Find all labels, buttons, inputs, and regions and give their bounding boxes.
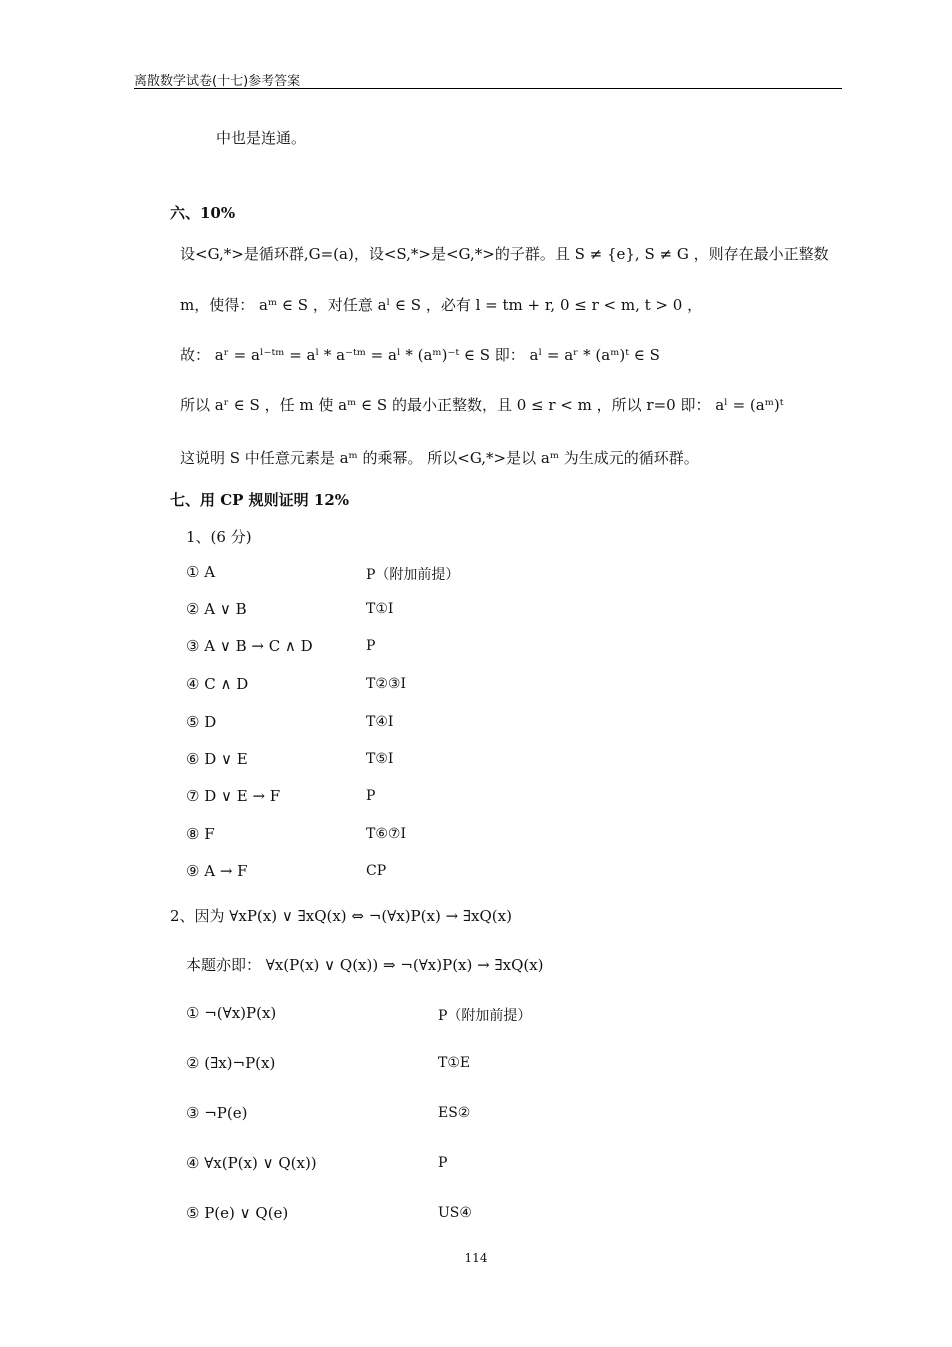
part2-step-3-formula: ③ ¬P(e)	[186, 1104, 248, 1122]
section6-line-4: 所以 aʳ ∈ S ，任 m 使 aᵐ ∈ S 的最小正整数，且 0 ≤ r < m ，所以 r=0 即： aˡ = (aᵐ)ᵗ	[180, 396, 784, 414]
part1-step-4-just: T②③I	[366, 676, 406, 692]
part2-step-2-formula: ② (∃x)¬P(x)	[186, 1054, 276, 1072]
part2-step-1-formula: ① ¬(∀x)P(x)	[186, 1004, 277, 1022]
part1-step-8-formula: ⑧ F	[186, 825, 215, 843]
part1-label: 1、(6 分)	[186, 528, 252, 546]
part1-step-1-formula: ① A	[186, 563, 216, 581]
section6-heading: 六、10%	[170, 204, 236, 222]
page-header-title: 离散数学试卷(十七)参考答案	[134, 74, 301, 89]
part1-step-1-just: P（附加前提）	[366, 567, 460, 583]
part2-step-4-formula: ④ ∀x(P(x) ∨ Q(x))	[186, 1154, 317, 1172]
part2-step-1-just: P（附加前提）	[438, 1008, 532, 1024]
part2-step-5-formula: ⑤ P(e) ∨ Q(e)	[186, 1204, 289, 1222]
page-number: 114	[464, 1251, 488, 1265]
part1-step-2-formula: ② A ∨ B	[186, 600, 247, 618]
part2-step-3-just: ES②	[438, 1105, 471, 1121]
part1-step-7-just: P	[366, 788, 376, 804]
part1-step-8-just: T⑥⑦I	[366, 826, 406, 842]
part1-step-5-formula: ⑤ D	[186, 713, 217, 731]
part1-step-4-formula: ④ C ∧ D	[186, 675, 249, 693]
header-rule	[134, 88, 842, 89]
section6-line-5: 这说明 S 中任意元素是 aᵐ 的乘幂。 所以<G,*>是以 aᵐ 为生成元的循环群。	[180, 449, 699, 467]
part1-step-7-formula: ⑦ D ∨ E → F	[186, 787, 281, 805]
intro-line: 中也是连通。	[216, 129, 307, 147]
part1-step-5-just: T④I	[366, 714, 394, 730]
part1-step-6-formula: ⑥ D ∨ E	[186, 750, 248, 768]
part2-restate: 本题亦即： ∀x(P(x) ∨ Q(x)) ⇒ ¬(∀x)P(x) → ∃xQ(x)	[186, 956, 544, 974]
part1-step-2-just: T①I	[366, 601, 394, 617]
part1-step-6-just: T⑤I	[366, 751, 394, 767]
section6-line-1: 设<G,*>是循环群,G=(a)，设<S,*>是<G,*>的子群。且 S ≠ {e}, S ≠ G ，则存在最小正整数	[180, 245, 829, 263]
part1-step-9-just: CP	[366, 863, 387, 879]
part2-label: 2、因为 ∀xP(x) ∨ ∃xQ(x) ⇔ ¬(∀x)P(x) → ∃xQ(x)	[170, 907, 512, 925]
part2-step-2-just: T①E	[438, 1055, 471, 1071]
part1-step-9-formula: ⑨ A → F	[186, 862, 248, 880]
part2-step-4-just: P	[438, 1155, 448, 1171]
section6-line-3: 故： aʳ = aˡ⁻ᵗᵐ = aˡ * a⁻ᵗᵐ = aˡ * (aᵐ)⁻ᵗ ∈ S 即： aˡ = aʳ * (aᵐ)ᵗ ∈ S	[180, 346, 660, 364]
section7-heading: 七、用 CP 规则证明 12%	[170, 491, 350, 509]
part1-step-3-formula: ③ A ∨ B → C ∧ D	[186, 637, 313, 655]
section6-line-2: m，使得： aᵐ ∈ S ，对任意 aˡ ∈ S ，必有 l = tm + r, 0 ≤ r < m, t > 0 ，	[180, 296, 703, 314]
part2-step-5-just: US④	[438, 1205, 472, 1221]
part1-step-3-just: P	[366, 638, 376, 654]
